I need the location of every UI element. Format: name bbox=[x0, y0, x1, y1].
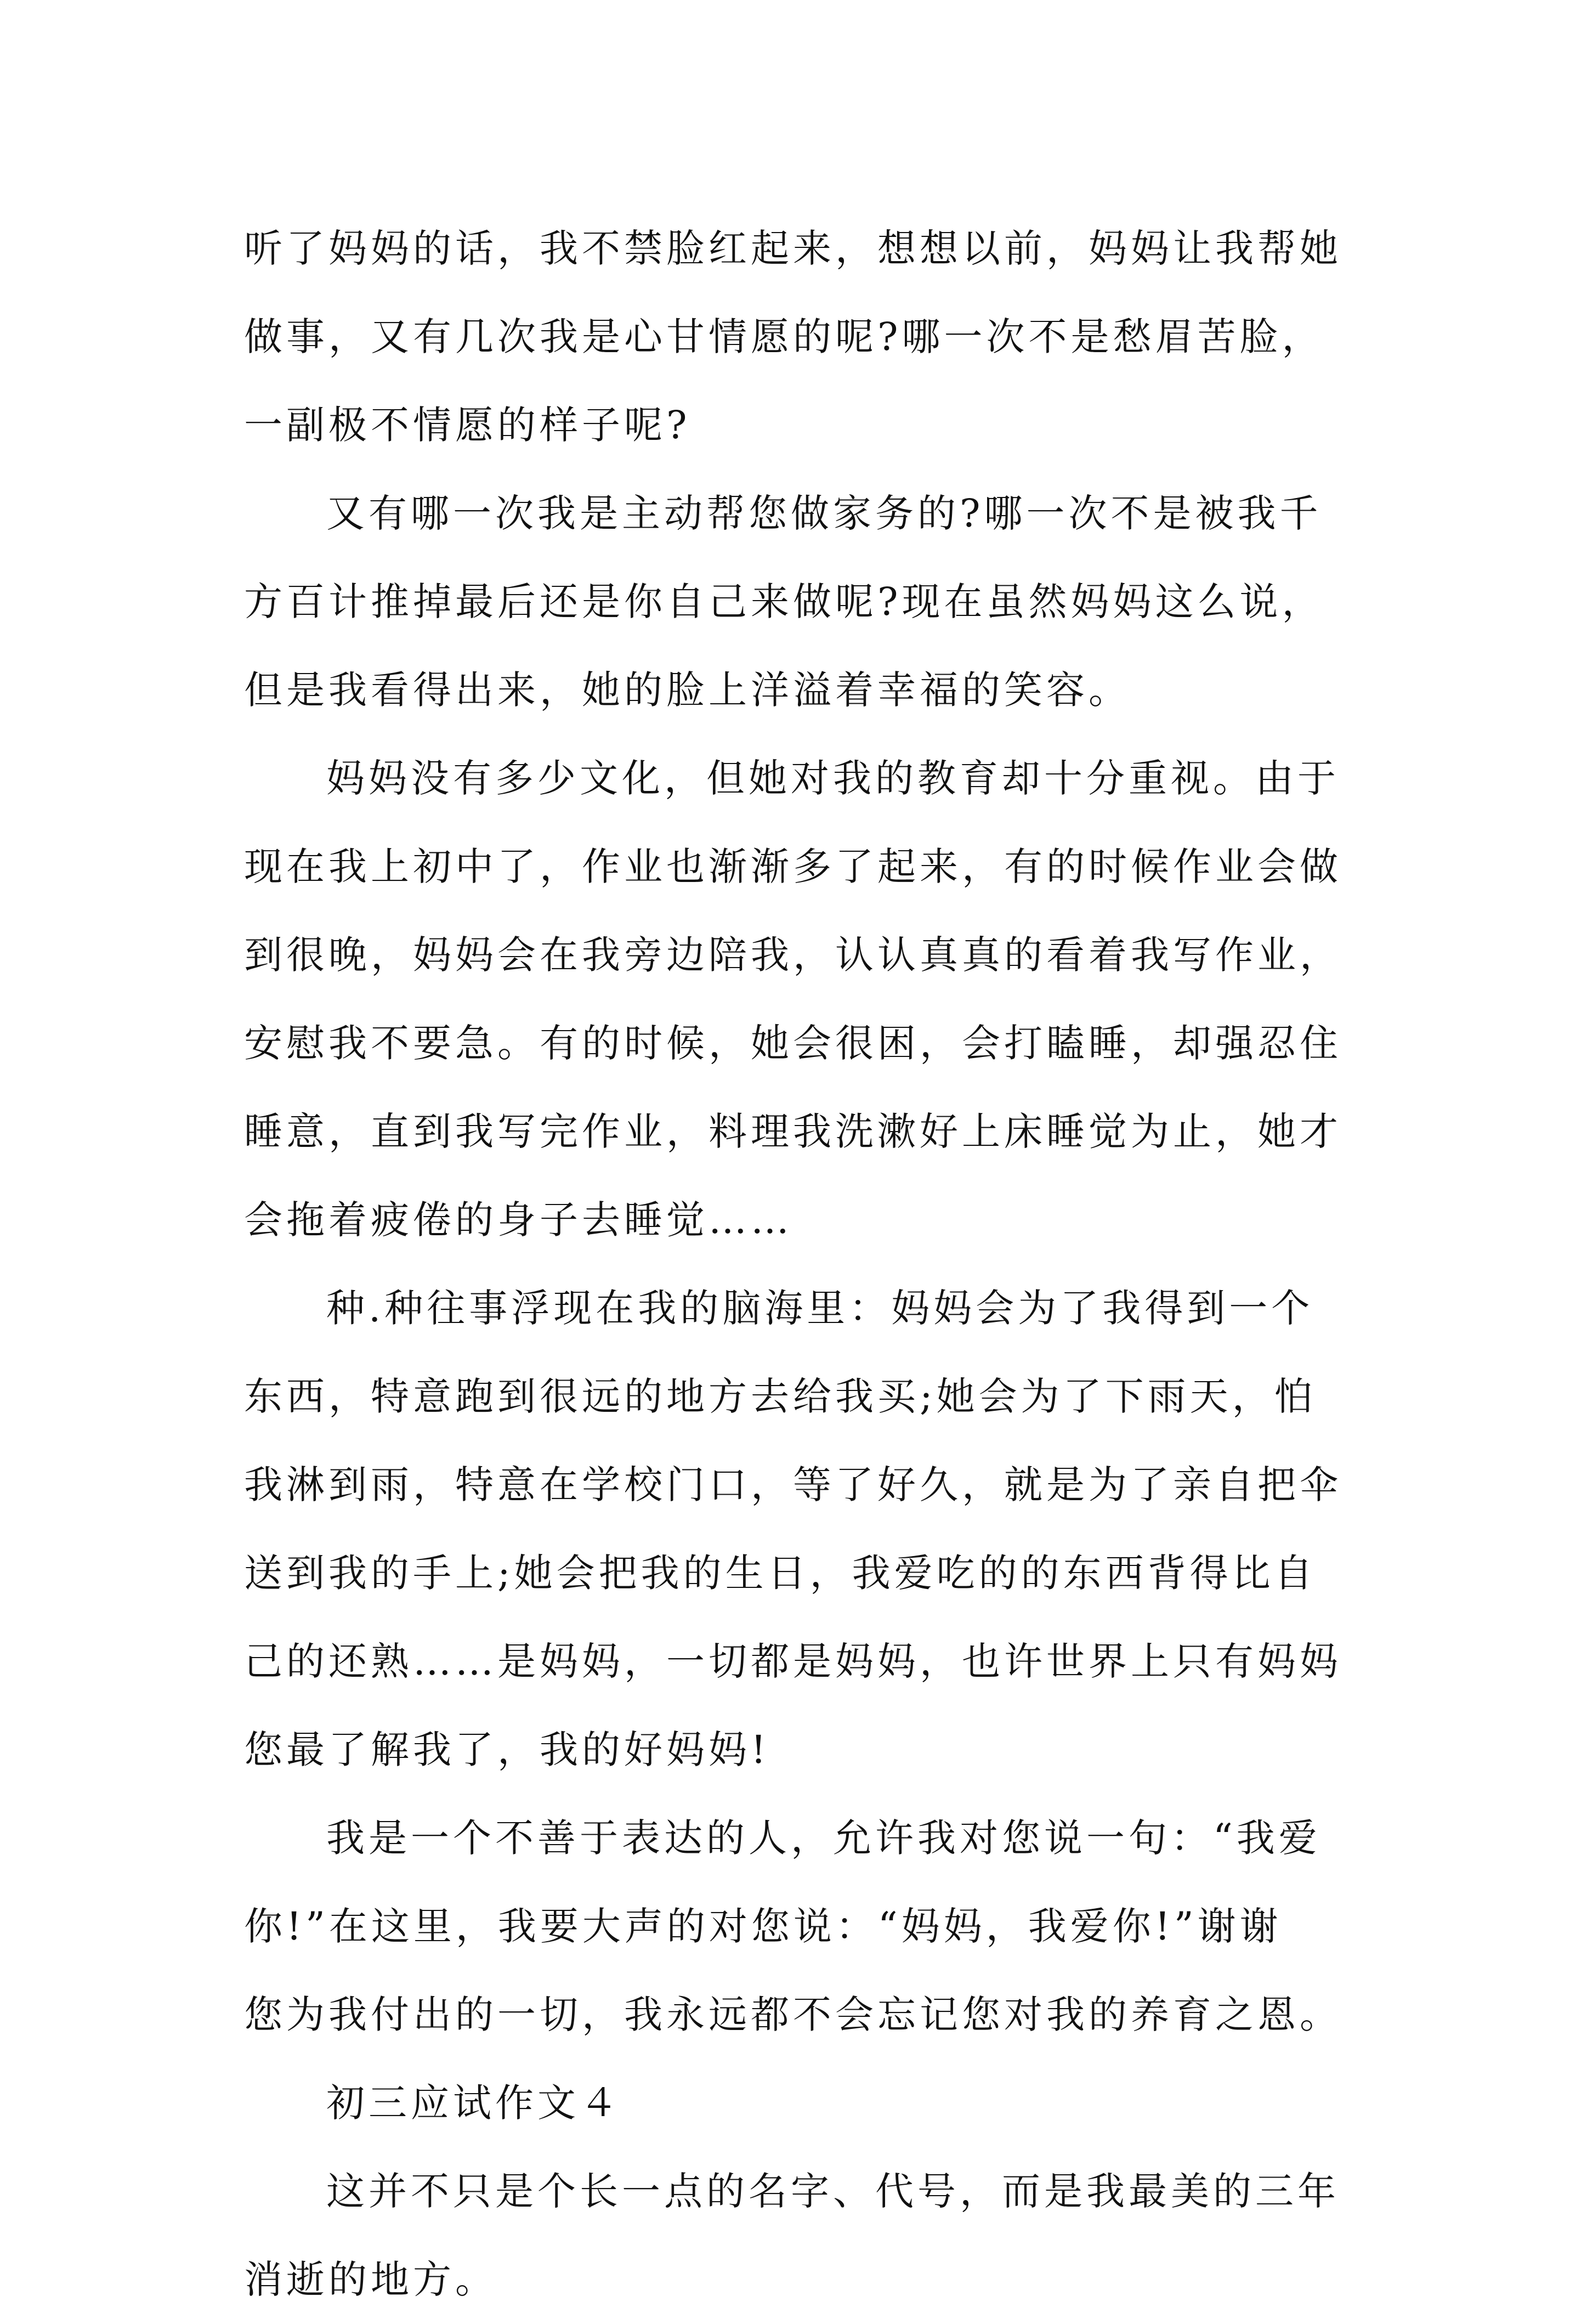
text-line: 东西，特意跑到很远的地方去给我买;她会为了下雨天，怕 bbox=[244, 1374, 1317, 1419]
text-line: 睡意，直到我写完作业，料理我洗漱好上床睡觉为止，她才 bbox=[244, 1109, 1342, 1154]
paragraph-3 bbox=[244, 734, 1363, 1264]
heading-text: 初三应试作文４ bbox=[326, 2080, 622, 2125]
text-line: 听了妈妈的话，我不禁脸红起来，想想以前，妈妈让我帮她 bbox=[244, 226, 1342, 271]
text-line: 方百计推掉最后还是你自己来做呢?现在虽然妈妈这么说， bbox=[244, 579, 1324, 624]
text-line: 己的还熟……是妈妈，一切都是妈妈，也许世界上只有妈妈 bbox=[244, 1639, 1342, 1684]
text-line: 妈妈没有多少文化，但她对我的教育却十分重视。由于 bbox=[326, 756, 1340, 801]
text-line: 我淋到雨，特意在学校门口，等了好久，就是为了亲自把伞 bbox=[244, 1462, 1342, 1507]
paragraph-5 bbox=[244, 1794, 1363, 2059]
text-line: 我是一个不善于表达的人，允许我对您说一句：“我爱 bbox=[326, 1816, 1321, 1861]
text-line: 但是我看得出来，她的脸上洋溢着幸福的笑容。 bbox=[244, 668, 1131, 713]
text-line: 种.种往事浮现在我的脑海里：妈妈会为了我得到一个 bbox=[326, 1286, 1314, 1331]
document-body bbox=[244, 205, 1363, 2324]
text-line: 安慰我不要急。有的时候，她会很困，会打瞌睡，却强忍住 bbox=[244, 1021, 1342, 1066]
text-line: 消逝的地方。 bbox=[244, 2257, 497, 2302]
text-line: 您为我付出的一切，我永远都不会忘记您对我的养育之恩。 bbox=[244, 1992, 1342, 2037]
text-line: 送到我的手上;她会把我的生日，我爱吃的的东西背得比自 bbox=[244, 1551, 1317, 1596]
paragraph-4 bbox=[244, 1264, 1363, 1794]
text-line: 您最了解我了，我的好妈妈! bbox=[244, 1727, 770, 1772]
paragraph-1 bbox=[244, 205, 1363, 470]
text-line: 到很晚，妈妈会在我旁边陪我，认认真真的看着我写作业， bbox=[244, 932, 1342, 977]
paragraph-2 bbox=[244, 470, 1363, 734]
text-line: 现在我上初中了，作业也渐渐多了起来，有的时候作业会做 bbox=[244, 844, 1342, 889]
text-line: 你!”在这里，我要大声的对您说：“妈妈，我爱你!”谢谢 bbox=[244, 1904, 1282, 1949]
section-heading bbox=[244, 2059, 1363, 2147]
text-line: 会拖着疲倦的身子去睡觉…… bbox=[244, 1197, 793, 1242]
text-line: 这并不只是个长一点的名字、代号，而是我最美的三年 bbox=[326, 2169, 1340, 2214]
paragraph-7 bbox=[244, 2147, 1363, 2324]
text-line: 做事，又有几次我是心甘情愿的呢?哪一次不是愁眉苦脸， bbox=[244, 314, 1324, 359]
text-line: 又有哪一次我是主动帮您做家务的?哪一次不是被我千 bbox=[326, 491, 1322, 536]
text-line: 一副极不情愿的样子呢? bbox=[244, 403, 691, 448]
